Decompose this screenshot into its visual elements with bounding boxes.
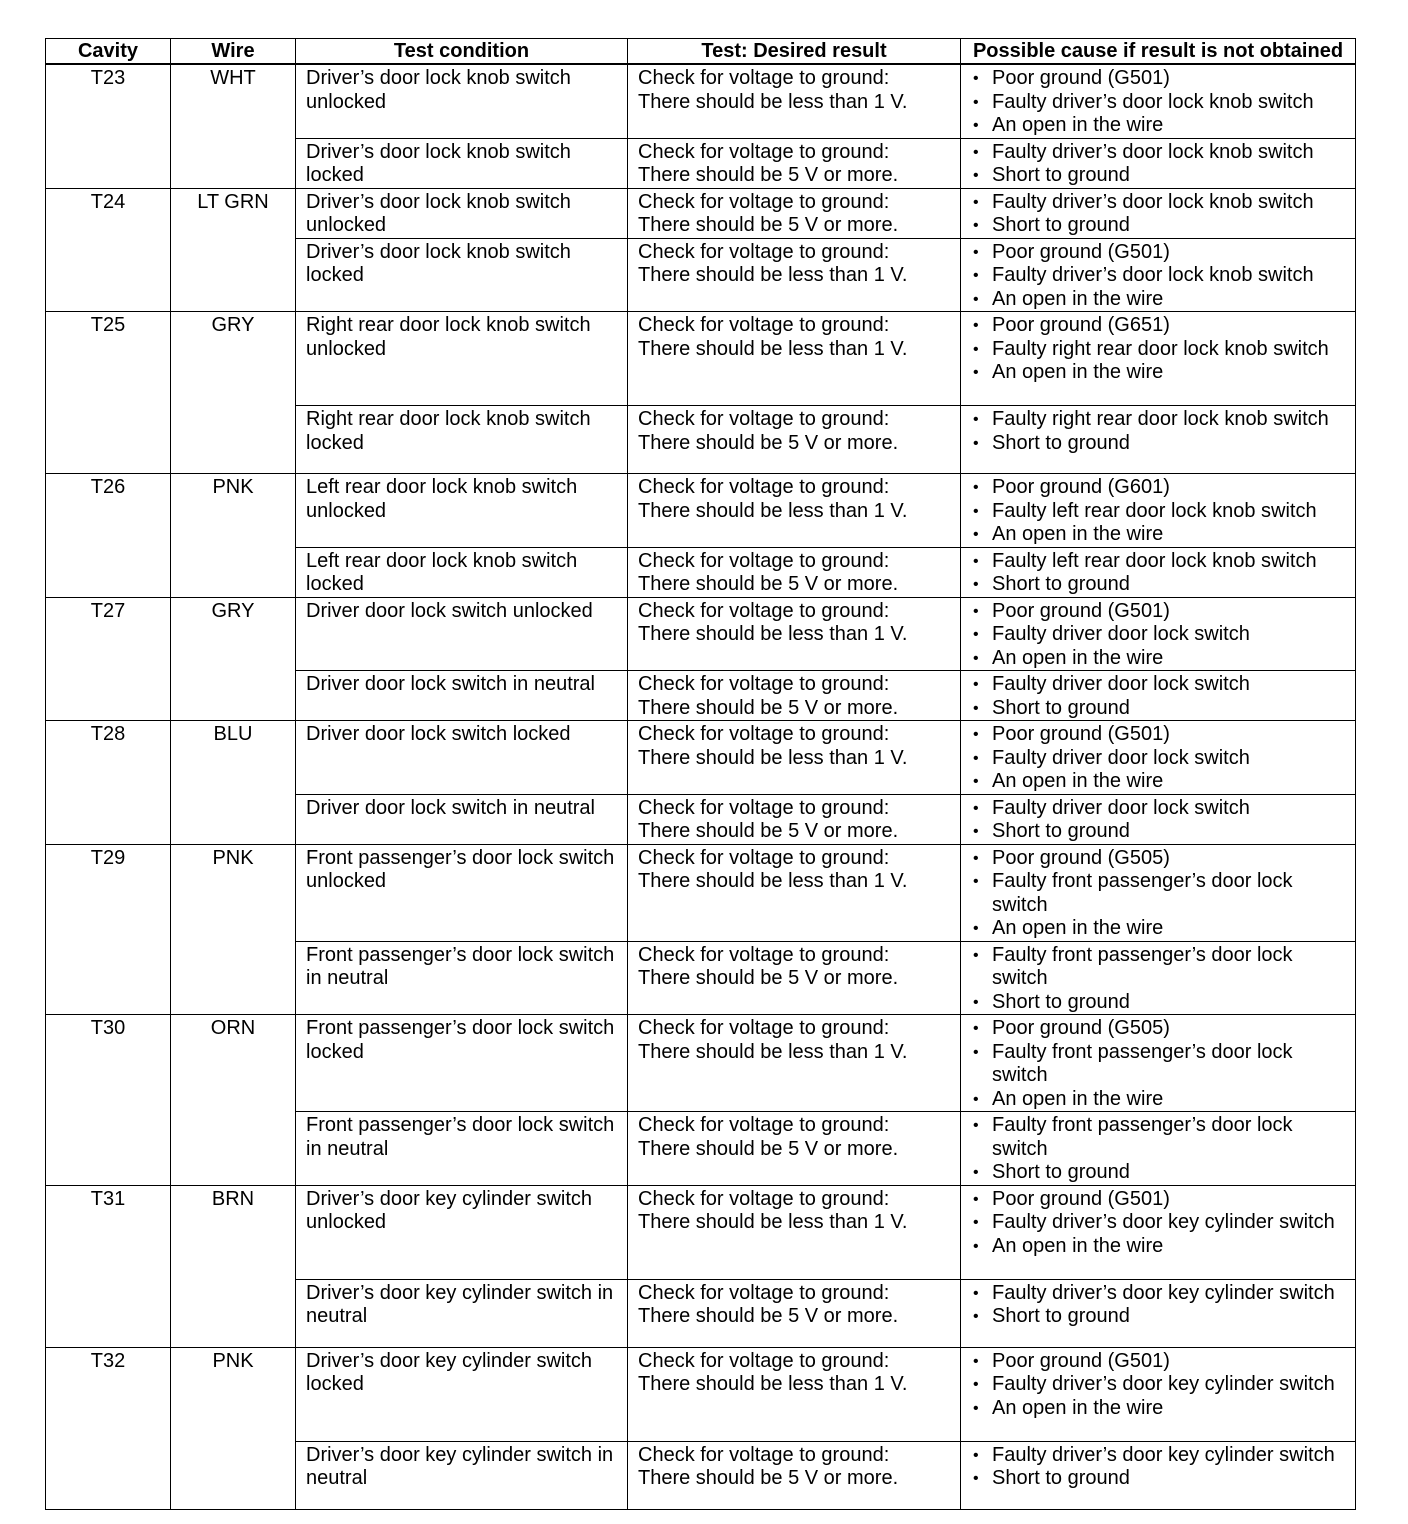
desired-result-line: Check for voltage to ground: — [638, 190, 890, 213]
possible-cause-cell — [961, 188, 1356, 238]
cause-list — [971, 408, 1351, 455]
desired-result-cell — [628, 138, 961, 188]
cause-item: • Poor ground (G501) — [971, 1188, 1351, 1212]
test-condition-cell: Driver door lock switch in neutral — [296, 671, 628, 721]
desired-result-line: There should be less than 1 V. — [638, 1373, 908, 1395]
cause-list — [971, 476, 1351, 547]
cause-list — [971, 723, 1351, 794]
desired-result-line: Check for voltage to ground: — [638, 796, 890, 819]
desired-result-line: Check for voltage to ground: — [638, 408, 890, 430]
cause-item: • Short to ground — [971, 991, 1351, 1015]
cause-item: • Poor ground (G501) — [971, 600, 1351, 624]
possible-cause-cell — [961, 1347, 1356, 1441]
wire-color-cell: ORN — [171, 1015, 296, 1186]
cavity-cell: T31 — [46, 1185, 171, 1347]
desired-result-line: Check for voltage to ground: — [638, 1187, 890, 1210]
cause-item: • Faulty driver’s door lock knob switch — [971, 264, 1351, 288]
desired-result-line: There should be 5 V or more. — [638, 967, 899, 989]
cavity-cell: T29 — [46, 844, 171, 1015]
desired-result-line: There should be 5 V or more. — [638, 1305, 899, 1327]
desired-result-line: Check for voltage to ground: — [638, 1281, 890, 1304]
cause-item: • Faulty left rear door lock knob switch — [971, 550, 1351, 574]
wire-color-cell: PNK — [171, 1347, 296, 1509]
cause-item: • Faulty driver door lock switch — [971, 673, 1351, 697]
test-condition-cell: Left rear door lock knob switch locked — [296, 547, 628, 597]
desired-result-line: Check for voltage to ground: — [638, 140, 890, 163]
cause-item: • An open in the wire — [971, 1088, 1351, 1112]
cause-list — [971, 67, 1351, 138]
desired-result-line: There should be less than 1 V. — [638, 746, 908, 769]
cause-item: • Faulty right rear door lock knob switch — [971, 408, 1351, 432]
header-test-condition: Test condition — [296, 39, 628, 65]
cause-item: • An open in the wire — [971, 361, 1351, 385]
desired-result-line: Check for voltage to ground: — [638, 673, 890, 695]
cause-list — [971, 1444, 1351, 1491]
test-condition-cell: Driver’s door lock knob switch locked — [296, 238, 628, 312]
cause-item: • Short to ground — [971, 1305, 1351, 1329]
cause-item: • An open in the wire — [971, 1235, 1351, 1259]
header-row — [46, 39, 1356, 65]
table-row — [46, 188, 1356, 238]
cause-item: • An open in the wire — [971, 523, 1351, 547]
cause-item: • An open in the wire — [971, 1397, 1351, 1421]
possible-cause-cell — [961, 1441, 1356, 1509]
wire-color-cell: PNK — [171, 844, 296, 1015]
desired-result-line: There should be less than 1 V. — [638, 870, 908, 892]
cause-item: • Poor ground (G601) — [971, 476, 1351, 500]
desired-result-cell — [628, 1441, 961, 1509]
desired-result-cell — [628, 1015, 961, 1112]
cavity-cell: T25 — [46, 312, 171, 474]
table-row — [46, 1185, 1356, 1279]
desired-result-cell — [628, 794, 961, 844]
test-condition-cell: Front passenger’s door lock switch locked — [296, 1015, 628, 1112]
test-condition-cell: Driver door lock switch unlocked — [296, 597, 628, 671]
desired-result-cell — [628, 64, 961, 138]
test-condition-cell: Front passenger’s door lock switch in neutral — [296, 941, 628, 1015]
test-condition-cell: Driver’s door key cylinder switch in neutral — [296, 1279, 628, 1347]
cause-item: • Faulty driver’s door lock knob switch — [971, 141, 1351, 165]
test-condition-cell: Front passenger’s door lock switch unlocked — [296, 844, 628, 941]
possible-cause-cell — [961, 547, 1356, 597]
wire-color-cell: LT GRN — [171, 188, 296, 312]
test-condition-cell: Driver’s door key cylinder switch unlocked — [296, 1185, 628, 1279]
cause-list — [971, 1282, 1351, 1329]
cause-list — [971, 191, 1351, 238]
desired-result-line: Check for voltage to ground: — [638, 240, 890, 263]
cause-list — [971, 141, 1351, 188]
cause-item: • Faulty front passenger’s door lock switch — [971, 870, 1351, 917]
cause-list — [971, 1114, 1351, 1185]
desired-result-line: There should be 5 V or more. — [638, 431, 899, 454]
desired-result-line: Check for voltage to ground: — [638, 1349, 890, 1372]
cause-item: • Poor ground (G501) — [971, 723, 1351, 747]
desired-result-line: Check for voltage to ground: — [638, 549, 890, 572]
desired-result-cell — [628, 547, 961, 597]
possible-cause-cell — [961, 474, 1356, 548]
table-row — [46, 844, 1356, 941]
possible-cause-cell — [961, 238, 1356, 312]
cause-list — [971, 1188, 1351, 1259]
desired-result-line: There should be less than 1 V. — [638, 90, 908, 113]
table-row — [46, 64, 1356, 138]
header-possible-cause: Possible cause if result is not obtained — [961, 39, 1356, 65]
wire-color-cell: BLU — [171, 721, 296, 845]
desired-result-cell — [628, 844, 961, 941]
possible-cause-cell — [961, 312, 1356, 406]
cause-item: • Short to ground — [971, 820, 1351, 844]
cause-item: • Short to ground — [971, 1467, 1351, 1491]
cavity-cell: T23 — [46, 64, 171, 188]
possible-cause-cell — [961, 64, 1356, 138]
cause-item: • Short to ground — [971, 214, 1351, 238]
cause-item: • Short to ground — [971, 573, 1351, 597]
cause-list — [971, 241, 1351, 312]
possible-cause-cell — [961, 721, 1356, 795]
desired-result-cell — [628, 671, 961, 721]
cause-item: • Faulty driver door lock switch — [971, 797, 1351, 821]
cause-item: • Faulty driver door lock switch — [971, 747, 1351, 771]
desired-result-line: There should be less than 1 V. — [638, 1211, 908, 1233]
cause-item: • Poor ground (G651) — [971, 314, 1351, 338]
cause-item: • Faulty driver’s door key cylinder switch — [971, 1211, 1351, 1235]
desired-result-line: Check for voltage to ground: — [638, 476, 890, 498]
possible-cause-cell — [961, 941, 1356, 1015]
desired-result-cell — [628, 312, 961, 406]
desired-result-cell — [628, 1279, 961, 1347]
desired-result-cell — [628, 238, 961, 312]
test-condition-cell: Right rear door lock knob switch locked — [296, 406, 628, 474]
desired-result-line: There should be less than 1 V. — [638, 1040, 908, 1063]
desired-result-line: There should be less than 1 V. — [638, 499, 908, 522]
test-condition-cell: Driver door lock switch locked — [296, 721, 628, 795]
test-condition-cell: Driver’s door key cylinder switch in neutral — [296, 1441, 628, 1509]
desired-result-line: There should be 5 V or more. — [638, 1137, 899, 1160]
cause-item: • Short to ground — [971, 1161, 1351, 1185]
cause-item: • Short to ground — [971, 164, 1351, 188]
cause-list — [971, 1350, 1351, 1421]
table-row — [46, 597, 1356, 671]
cause-item: • Faulty front passenger’s door lock switch — [971, 944, 1351, 991]
cause-item: • An open in the wire — [971, 647, 1351, 671]
desired-result-line: Check for voltage to ground: — [638, 67, 890, 89]
wire-color-cell: GRY — [171, 597, 296, 721]
possible-cause-cell — [961, 1185, 1356, 1279]
possible-cause-cell — [961, 1015, 1356, 1112]
desired-result-line: Check for voltage to ground: — [638, 723, 890, 745]
cause-item: • Faulty driver’s door key cylinder switch — [971, 1282, 1351, 1306]
desired-result-cell — [628, 1112, 961, 1186]
desired-result-line: There should be 5 V or more. — [638, 696, 899, 719]
cause-item: • Faulty front passenger’s door lock switch — [971, 1041, 1351, 1088]
table-body — [46, 64, 1356, 1509]
test-condition-cell: Driver’s door lock knob switch locked — [296, 138, 628, 188]
desired-result-line: There should be 5 V or more. — [638, 1467, 899, 1489]
desired-result-line: There should be 5 V or more. — [638, 573, 899, 595]
desired-result-line: There should be 5 V or more. — [638, 214, 899, 236]
desired-result-cell — [628, 721, 961, 795]
cause-list — [971, 550, 1351, 597]
cause-item: • Short to ground — [971, 697, 1351, 721]
cavity-cell: T24 — [46, 188, 171, 312]
cause-item: • Poor ground (G501) — [971, 67, 1351, 91]
cause-item: • Faulty front passenger’s door lock switch — [971, 1114, 1351, 1161]
possible-cause-cell — [961, 844, 1356, 941]
cause-item: • Short to ground — [971, 432, 1351, 456]
cause-list — [971, 797, 1351, 844]
desired-result-cell — [628, 188, 961, 238]
possible-cause-cell — [961, 794, 1356, 844]
desired-result-line: Check for voltage to ground: — [638, 1017, 890, 1039]
cause-item: • An open in the wire — [971, 770, 1351, 794]
cause-item: • Faulty right rear door lock knob switch — [971, 338, 1351, 362]
cavity-cell: T26 — [46, 474, 171, 598]
test-condition-cell: Front passenger’s door lock switch in neutral — [296, 1112, 628, 1186]
cause-list — [971, 673, 1351, 720]
test-condition-cell: Right rear door lock knob switch unlocked — [296, 312, 628, 406]
possible-cause-cell — [961, 1112, 1356, 1186]
cause-item: • Faulty driver’s door key cylinder switch — [971, 1373, 1351, 1397]
cause-item: • Poor ground (G501) — [971, 1350, 1351, 1374]
desired-result-cell — [628, 597, 961, 671]
desired-result-line: There should be less than 1 V. — [638, 623, 908, 645]
desired-result-cell — [628, 1347, 961, 1441]
cause-item: • Faulty driver’s door lock knob switch — [971, 91, 1351, 115]
desired-result-line: Check for voltage to ground: — [638, 943, 890, 966]
possible-cause-cell — [961, 406, 1356, 474]
cause-item: • An open in the wire — [971, 114, 1351, 138]
table-row — [46, 1015, 1356, 1112]
desired-result-line: There should be less than 1 V. — [638, 264, 908, 286]
possible-cause-cell — [961, 671, 1356, 721]
cause-item: • An open in the wire — [971, 288, 1351, 312]
table-row — [46, 474, 1356, 548]
desired-result-cell — [628, 406, 961, 474]
desired-result-line: There should be 5 V or more. — [638, 164, 899, 186]
table-row — [46, 721, 1356, 795]
test-condition-cell: Driver door lock switch in neutral — [296, 794, 628, 844]
test-condition-cell: Driver’s door lock knob switch unlocked — [296, 188, 628, 238]
cause-item: • Poor ground (G505) — [971, 847, 1351, 871]
cavity-cell: T32 — [46, 1347, 171, 1509]
cause-item: • Faulty driver’s door lock knob switch — [971, 191, 1351, 215]
cavity-cell: T27 — [46, 597, 171, 721]
cause-item: • Faulty driver door lock switch — [971, 623, 1351, 647]
wire-color-cell: BRN — [171, 1185, 296, 1347]
table-row — [46, 312, 1356, 406]
cause-list — [971, 1017, 1351, 1111]
wire-color-cell: GRY — [171, 312, 296, 474]
diagnostic-table — [45, 38, 1356, 1510]
desired-result-line: Check for voltage to ground: — [638, 314, 890, 336]
wire-color-cell: PNK — [171, 474, 296, 598]
desired-result-cell — [628, 1185, 961, 1279]
cavity-cell: T30 — [46, 1015, 171, 1186]
desired-result-line: There should be less than 1 V. — [638, 337, 908, 360]
desired-result-line: Check for voltage to ground: — [638, 1443, 890, 1466]
header-cavity: Cavity — [46, 39, 171, 65]
test-condition-cell: Left rear door lock knob switch unlocked — [296, 474, 628, 548]
test-condition-cell: Driver’s door key cylinder switch locked — [296, 1347, 628, 1441]
cause-list — [971, 314, 1351, 385]
test-condition-cell: Driver’s door lock knob switch unlocked — [296, 64, 628, 138]
header-desired-result: Test: Desired result — [628, 39, 961, 65]
desired-result-line: Check for voltage to ground: — [638, 599, 890, 622]
possible-cause-cell — [961, 1279, 1356, 1347]
desired-result-cell — [628, 941, 961, 1015]
desired-result-line: There should be 5 V or more. — [638, 820, 899, 842]
desired-result-line: Check for voltage to ground: — [638, 846, 890, 869]
cause-list — [971, 944, 1351, 1015]
wire-color-cell: WHT — [171, 64, 296, 188]
table-row — [46, 1347, 1356, 1441]
cause-item: • Poor ground (G501) — [971, 241, 1351, 265]
cause-list — [971, 600, 1351, 671]
desired-result-cell — [628, 474, 961, 548]
cause-item: • Faulty left rear door lock knob switch — [971, 500, 1351, 524]
possible-cause-cell — [961, 597, 1356, 671]
desired-result-line: Check for voltage to ground: — [638, 1114, 890, 1136]
header-wire: Wire — [171, 39, 296, 65]
cause-item: • Faulty driver’s door key cylinder switch — [971, 1444, 1351, 1468]
cause-item: • An open in the wire — [971, 917, 1351, 941]
cavity-cell: T28 — [46, 721, 171, 845]
cause-item: • Poor ground (G505) — [971, 1017, 1351, 1041]
cause-list — [971, 847, 1351, 941]
possible-cause-cell — [961, 138, 1356, 188]
